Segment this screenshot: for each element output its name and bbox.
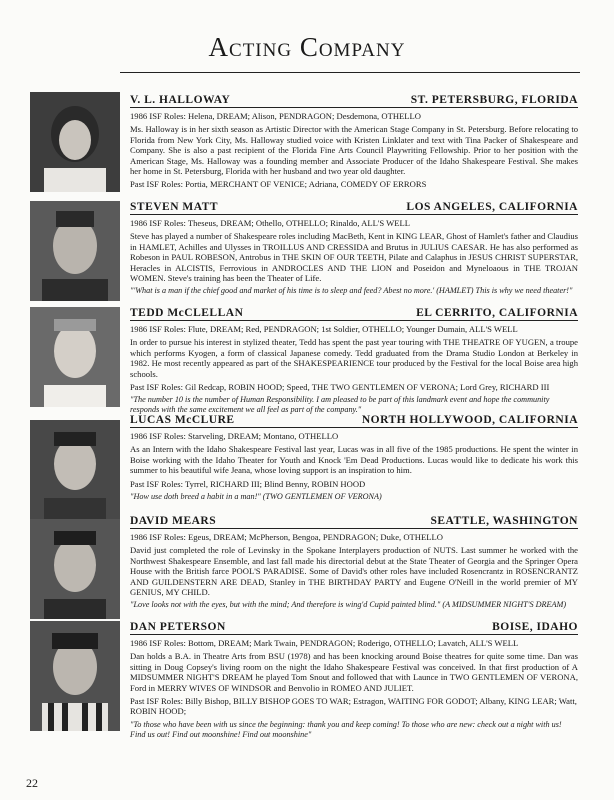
- actor-bio: David just completed the role of Levinsky in the Spokane Interplayers production of NUTS. Last summer he worked with the Northwest Shakespeare Ensemble, and last fall made his directorial debut at the State Theater of Georgia and the Springer Opera House with the British farce POOL'S PARADISE. Some of David's other roles have included Rosencrantz in ROSENCRANTZ AND GUILDENSTERN ARE DEAD, Stanley in THE BIRTHDAY PARTY and Eugene O'Neill in the world premier of MY GENIUS, MY CHILD.: [130, 545, 578, 598]
- actor-location: SEATTLE, WASHINGTON: [430, 515, 578, 527]
- actor-quote: "Love looks not with the eyes, but with the mind; And therefore is wing'd Cupid painted blind." (A MIDSUMMER NIGHT'S DREAM): [130, 600, 567, 610]
- actor-location: EL CERRITO, CALIFORNIA: [416, 307, 578, 319]
- actor-name: DAVID MEARS: [130, 515, 217, 527]
- actor-name: STEVEN MATT: [130, 201, 219, 213]
- past-roles: Past ISF Roles: Gil Redcap, ROBIN HOOD; Speed, THE TWO GENTLEMEN OF VERONA; Lord Grey, RICHARD III: [130, 382, 550, 393]
- actor-bio: Ms. Halloway is in her sixth season as Artistic Director with the American Stage Company in St. Petersburg. Before relocating to Florida from New York City, Ms. Halloway studied voice with Kristen Linklater and text with Tina Packer of Shakespeare and Company. She is also a past recipient of the Florida Fine Arts Council Playwriting Fellowship. Prior to her position with the American Stage, Ms. Halloway was a founding member and Associate Producer of the Idaho Shakespeare Festival. She makes her home in St. Petersburg, Florida with her husband and two year old daughter.: [130, 124, 578, 177]
- page-title: Acting Company: [208, 32, 406, 62]
- name-row: [130, 619, 578, 635]
- name-row: [130, 199, 578, 215]
- name-row: [130, 92, 578, 108]
- past-roles: Past ISF Roles: Portia, MERCHANT OF VENICE; Adriana, COMEDY OF ERRORS: [130, 179, 427, 190]
- actor-name: DAN PETERSON: [130, 621, 226, 633]
- name-row: [130, 513, 578, 529]
- actor-bio: Dan holds a B.A. in Theatre Arts from BSU (1978) and has been knocking around Boise theatres for quite some time. Dan was sitting in Doug Copsey's living room on the night the Idaho Shakespeare Festival was conceived. In that first production of A MIDSUMMER NIGHT'S DREAM he played Tom Snout and followed that with Launce in TWO GENTLEMEN OF VERONA, Ford in MERRY WIVES OF WINDSOR and Benvolio in ROMEO AND JULIET.: [130, 651, 578, 693]
- actor-bio: Steve has played a number of Shakespeare roles including MacBeth, Kent in KING LEAR, Ghost of Hamlet's father and Claudius in HAMLET, Achilles and Ulysses in TROILLUS AND CRESSIDA and Brutus in JULIUS CAESAR. He has also performed as Robeson in PAUL ROBESON, Antrobus in THE SKIN OF OUR TEETH, Pilate and Calaphus in JESUS CHRIST SUPERSTAR, Heracles in ALCISTIS, Ferrovious in ANDROCLES AND THE LION and Poseidon and Myneloaous in THE TROJAN WOMEN. Steve's training has been the Theater of Life.: [130, 231, 578, 284]
- actor-location: LOS ANGELES, CALIFORNIA: [406, 201, 578, 213]
- title-rule: [120, 72, 580, 73]
- roles-1986: 1986 ISF Roles: Bottom, DREAM; Mark Twain, PENDRAGON; Roderigo, OTHELLO; Lavatch, ALL'S WELL: [130, 638, 519, 648]
- actor-name: TEDD McCLELLAN: [130, 307, 244, 319]
- actor-name: LUCAS McCLURE: [130, 414, 235, 426]
- actor-quote: "'What is a man if the chief good and market of his time is to sleep and feed? Abest no more.' (HAMLET) This is why we need theater!": [130, 286, 573, 296]
- actor-location: ST. PETERSBURG, FLORIDA: [410, 94, 578, 106]
- actor-photo: [30, 420, 120, 520]
- name-row: [130, 412, 578, 428]
- roles-1986: 1986 ISF Roles: Flute, DREAM; Red, PENDRAGON; 1st Soldier, OTHELLO; Younger Dumain, ALL'S WELL: [130, 324, 518, 334]
- actor-location: BOISE, IDAHO: [492, 621, 578, 633]
- actor-quote: "The number 10 is the number of Human Responsibility. I am pleased to be part of this landmark event and hope the community responds with the same excitement we all feel as part of the company.": [130, 395, 550, 415]
- actor-photo: [30, 621, 120, 731]
- actor-quote: "How use doth breed a habit in a man!" (TWO GENTLEMEN OF VERONA): [130, 492, 382, 502]
- actor-bio: In order to pursue his interest in stylized theater, Tedd has spent the past year touring with THE THEATRE OF YUGEN, a troupe which performs Kyogen, a form of classical Japanese comedy. Tedd graduated from the Drama Studio London at Berkeley in 1982. He most recently appeared as part of the SHAKESPEARIENCE tour produced by the Festival for the local Boise area high schools.: [130, 337, 578, 379]
- roles-1986: 1986 ISF Roles: Helena, DREAM; Alison, PENDRAGON; Desdemona, OTHELLO: [130, 111, 421, 121]
- roles-1986: 1986 ISF Roles: Theseus, DREAM; Othello, OTHELLO; Rinaldo, ALL'S WELL: [130, 218, 411, 228]
- name-row: [130, 305, 578, 321]
- page-number: 22: [26, 776, 38, 790]
- past-roles: Past ISF Roles: Tyrrel, RICHARD III; Blind Benny, ROBIN HOOD: [130, 478, 366, 489]
- roles-1986: 1986 ISF Roles: Starveling, DREAM; Montano, OTHELLO: [130, 431, 339, 441]
- roles-1986: 1986 ISF Roles: Egeus, DREAM; McPherson, Bengoa, PENDRAGON; Duke, OTHELLO: [130, 532, 443, 542]
- actor-photo: [30, 519, 120, 619]
- actor-photo: [30, 92, 120, 192]
- actor-location: NORTH HOLLYWOOD, CALIFORNIA: [361, 414, 578, 426]
- past-roles: Past ISF Roles: Billy Bishop, BILLY BISHOP GOES TO WAR; Estragon, WAITING FOR GODOT; Albany, KING LEAR; Watt, ROBIN HOOD;: [130, 696, 577, 717]
- actor-photo: [30, 201, 120, 301]
- actor-bio: As an Intern with the Idaho Shakespeare Festival last year, Lucas was in all five of the 1985 productions. He spent the winter in Boise working with the Idaho Theater for Youth and Knock 'Em Dead Productions. Lucas would like to dedicate his work this summer to his beautiful wife Jeana, whose loving support is an inspiration to him.: [130, 444, 578, 476]
- actor-name: V. L. HALLOWAY: [130, 94, 231, 106]
- actor-photo: [30, 307, 120, 407]
- actor-quote: "To those who have been with us since the beginning: thank you and keep coming! To those who are new: check out a night with us! Find us out! Find out moonshine! Find out moonshine": [130, 719, 562, 739]
